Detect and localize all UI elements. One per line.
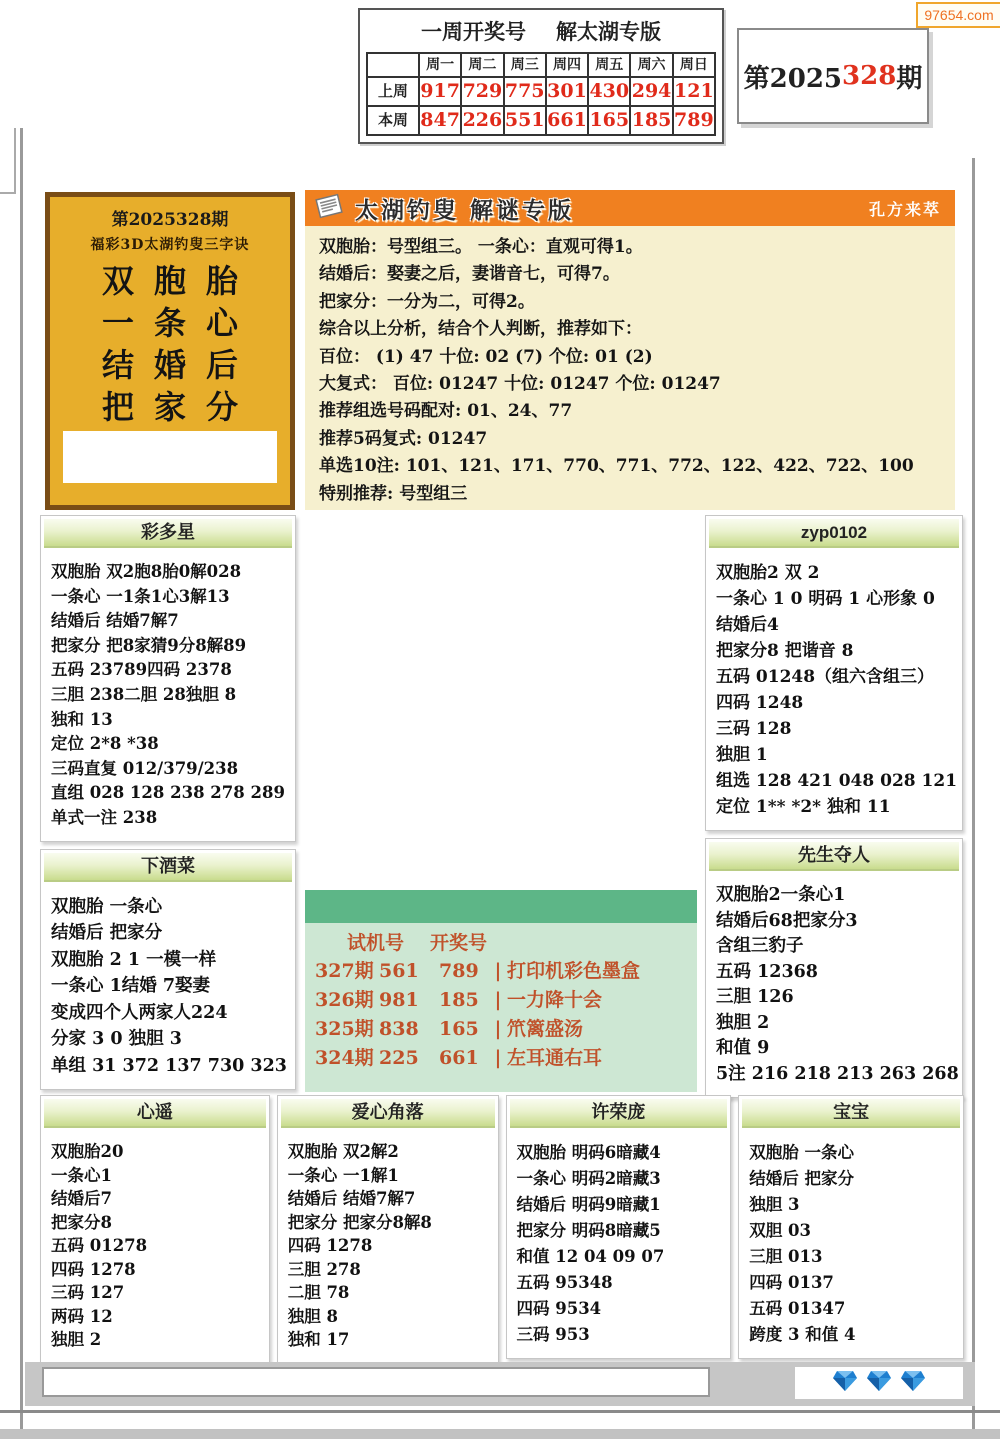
prediction-line: 结婚后 把家分 [749,1169,854,1188]
draw-history-row [305,957,697,986]
draw-number-cell: 121 [672,78,714,105]
prediction-line: 和值 9 [716,1038,770,1058]
prediction-line: 结婚后 把家分 [51,923,163,944]
history-issue: 327期 [315,960,374,982]
draw-history-panel [305,890,697,1086]
prediction-line: 含组三豹子 [716,936,804,956]
prediction-line: 结婚后 结婚7解7 [51,611,179,631]
prediction-line: 四码 1248 [716,693,804,713]
gold-subtitle: 福彩3D太湖钓叟三字诀 [90,237,250,253]
interpretation-header [305,190,955,226]
interpretation-panel [305,190,955,510]
prediction-line: 双胞胎 明码6暗藏4 [516,1143,661,1162]
draw-number-cell: 301 [545,78,587,105]
row-label: 本周 [377,111,408,129]
day-header-cell: 周四 [545,54,587,76]
draw-number-cell: 789 [672,107,714,134]
draw-number-cell: 551 [503,107,545,134]
panel-aixinjiaoluo [277,1095,499,1363]
prediction-line: 一条心1 [51,1165,112,1185]
prediction-line: 四码 0137 [749,1273,834,1292]
prediction-line: 单组 31 372 137 730 323 [51,1055,287,1076]
riddle-line: 结婚后 [101,346,258,384]
prediction-line: 结婚后7 [51,1189,112,1208]
prediction-line: 双胆 03 [749,1221,811,1240]
panel-baobao [738,1095,964,1359]
panel-title: 下酒菜 [44,853,292,882]
gold-blank-area [63,431,277,483]
prediction-line: 三胆 278 [287,1259,361,1279]
draw-history-row [305,1015,697,1044]
panel-caiduoxing [40,515,296,842]
prediction-line: 三码直复 012/379/238 [51,758,239,778]
day-header-cell: 周五 [587,54,629,76]
diamond-icon [900,1369,926,1398]
panel-zyp0102 [705,515,963,831]
draw-history-row [305,986,697,1015]
history-test-number: 225 [379,1047,419,1069]
prediction-line: 一条心 一1解1 [287,1165,399,1185]
panel-body [507,1132,731,1358]
prediction-line: 和值 12 04 09 07 [516,1247,665,1266]
weekly-title-right: 解太湖专版 [556,19,661,44]
riddle-line: 一条心 [101,304,258,342]
draw-number-cell: 430 [587,78,629,105]
prediction-line: 独胆 1 [716,745,768,765]
draw-number-cell: 775 [503,78,545,105]
history-open-number: 661 [439,1047,479,1069]
interpretation-line: 综合以上分析，结合个人判断，推荐如下： [319,319,642,340]
prediction-line: 跨度 3 和值 4 [749,1325,856,1344]
prediction-line: 四码 1278 [51,1259,136,1279]
history-riddle-text: 笊篱盛汤 [507,1018,584,1040]
panel-title: 心遥 [44,1099,266,1128]
prediction-line: 把家分8 [51,1212,112,1232]
prediction-line: 结婚后 结婚7解7 [287,1189,416,1208]
history-riddle-text: 一力降十会 [507,989,603,1011]
bottom-panel-row [40,1095,964,1370]
prediction-line: 独和 13 [51,709,113,729]
draw-number-cell: 165 [587,107,629,134]
interpretation-line: 百位： (1) 47 十位: 02 (7) 个位: 01 (2) [319,346,653,367]
prediction-line: 双胞胎 一条心 [51,896,163,917]
prediction-line: 三码 953 [516,1325,590,1344]
history-separator: | [494,989,502,1011]
day-header-cell: 周二 [460,54,502,76]
day-header-cell: 周一 [418,54,460,76]
draw-number-cell: 294 [629,78,671,105]
prediction-line: 把家分 把8家猜9分8解89 [51,635,247,655]
draw-history-column-headers [305,929,697,957]
interpretation-line: 双胞胎：号型组三。 一条心：直观可得1。 [319,237,643,257]
issue-prefix: 第2025 [743,63,843,94]
issue-suffix: 期 [896,63,923,94]
draw-history-row [305,1044,697,1073]
history-separator: | [494,1018,502,1040]
interpretation-line: 推荐组选号码配对: 01、24、77 [319,401,573,422]
footer-input[interactable] [42,1367,710,1397]
prediction-line: 双胞胎2一条心1 [716,885,846,905]
gold-issue: 第2025328期 [111,210,229,230]
weekly-title-left: 一周开奖号 [421,19,526,44]
prediction-line: 五码 01248（组六含组三） [716,667,935,687]
site-badge: 97654.com [916,2,1000,28]
history-issue: 326期 [315,989,374,1011]
history-test-number: 561 [379,960,419,982]
prediction-line: 结婚后4 [716,615,779,635]
draw-number-cell: 917 [418,78,460,105]
panel-title: 许荣庞 [510,1099,728,1128]
prediction-line: 双胞胎2 双 2 [716,563,820,583]
draw-number-cell: 847 [418,107,460,134]
prediction-line: 五码 01347 [749,1299,846,1318]
day-header-cell: 周三 [503,54,545,76]
issue-number: 328 [842,61,897,91]
panel-title: 宝宝 [742,1099,960,1128]
prediction-line: 结婚后68把家分3 [716,910,858,931]
panel-body [706,552,962,830]
prediction-line: 一条心 1结婚 7娶妻 [51,976,211,997]
frame-right-line [972,158,975,1439]
prediction-line: 把家分8 把谐音 8 [716,641,854,661]
open-number-header: 开奖号 [430,932,488,954]
test-number-header: 试机号 [347,932,405,954]
last-week-row [368,76,714,105]
prediction-line: 分家 3 0 独胆 3 [51,1029,182,1050]
document-icon [313,190,345,227]
prediction-line: 变成四个人两家人224 [51,1002,228,1023]
prediction-line: 两码 12 [51,1306,113,1326]
interpretation-line: 把家分：一分为二，可得2。 [319,291,535,312]
panel-xurongpang [506,1095,732,1359]
panel-body [278,1132,498,1362]
right-column [705,515,963,1105]
prediction-line: 二胆 78 [287,1283,350,1302]
prediction-line: 单式一注 238 [51,807,158,827]
gem-box [795,1367,963,1399]
interpretation-title: 太湖钓叟 解谜专版 [355,196,575,224]
draw-history-body [305,923,697,1092]
prediction-line: 一条心 1 0 明码 1 心形象 0 [716,589,935,609]
interpretation-body [305,226,955,508]
prediction-line: 三码 128 [716,719,792,739]
prediction-line: 独和 17 [287,1330,350,1349]
diamond-icon [832,1369,858,1398]
weekly-grid [366,52,716,136]
gold-riddle-lines [50,260,290,428]
panel-xianshengduoren [705,838,963,1098]
riddle-line: 把家分 [101,388,258,426]
prediction-line: 5注 216 218 213 263 268 [716,1063,959,1084]
panel-body [41,552,295,841]
history-test-number: 838 [379,1018,419,1040]
history-open-number: 185 [439,989,479,1011]
interpretation-line: 结婚后：娶妻之后，妻谐音七，可得7。 [319,264,620,285]
draw-history-header-bar [305,890,697,923]
prediction-line: 直组 028 128 238 278 289 [51,783,285,803]
prediction-line: 五码 12368 [716,961,818,982]
prediction-line: 独胆 2 [716,1012,770,1033]
history-riddle-text: 打印机彩色墨盒 [507,960,641,982]
prediction-line: 四码 1278 [287,1236,373,1255]
panel-title: 先生夺人 [709,842,959,871]
prediction-line: 结婚后 明码9暗藏1 [516,1195,661,1214]
prediction-line: 把家分 把家分8解8 [287,1212,432,1232]
prediction-line: 一条心 明码2暗藏3 [516,1169,661,1188]
row-label: 上周 [377,82,408,100]
this-week-row [368,105,714,134]
diamond-icon [866,1369,892,1398]
history-riddle-text: 左耳通右耳 [507,1047,603,1069]
panel-body [41,1132,269,1362]
prediction-line: 独胆 8 [287,1306,338,1326]
prediction-line: 四码 9534 [516,1299,602,1318]
prediction-line: 三胆 126 [716,987,794,1007]
draw-number-cell: 226 [460,107,502,134]
interpretation-line: 单选10注: 101、121、171、770、771、772、122、422、722、100 [319,456,914,477]
history-separator: | [494,1047,502,1069]
issue-number-box [737,28,929,124]
riddle-line: 双胞胎 [101,262,258,300]
panel-title: 彩多星 [44,519,292,548]
history-issue: 324期 [315,1047,374,1069]
prediction-line: 把家分 明码8暗藏5 [516,1221,661,1240]
weekly-numbers-table [358,8,724,144]
bottom-strip [0,1429,1000,1439]
draw-number-cell: 661 [545,107,587,134]
prediction-line: 一条心 一1条1心3解13 [51,586,230,606]
frame-left-line [20,128,23,1439]
interpretation-corner-text: 孔方来萃 [868,199,941,219]
history-issue: 325期 [315,1018,374,1040]
prediction-line: 独胆 2 [51,1330,102,1349]
panel-title: zyp0102 [709,519,959,548]
bottom-divider-line [0,1410,1000,1413]
prediction-line: 五码 01278 [51,1236,148,1255]
prediction-line: 三胆 013 [749,1247,823,1266]
prediction-line: 独胆 3 [749,1195,800,1214]
history-separator: | [494,960,502,982]
day-header-cell: 周六 [629,54,671,76]
prediction-line: 双胞胎20 [51,1142,124,1161]
prediction-line: 双胞胎 双2解2 [287,1142,399,1161]
corner-cell [368,54,418,76]
prediction-line: 五码 23789四码 2378 [51,660,232,680]
history-open-number: 165 [439,1018,479,1040]
prediction-line: 双胞胎 2 1 一模一样 [51,949,217,970]
prediction-line: 定位 2*8 *38 [51,734,159,754]
footer-bar [25,1362,975,1406]
prediction-line: 双胞胎 一条心 [749,1143,854,1162]
history-open-number: 789 [439,960,479,982]
panel-body [41,886,295,1090]
history-test-number: 981 [379,989,419,1011]
panel-title: 爱心角落 [281,1099,495,1128]
weekly-header-row [368,54,714,76]
panel-xinyao [40,1095,270,1363]
draw-number-cell: 729 [460,78,502,105]
prediction-line: 双胞胎 双2胞8胎0解028 [51,562,242,581]
prediction-line: 三胆 238二胆 28独胆 8 [51,684,237,704]
panel-body [739,1132,963,1358]
prediction-line: 组选 128 421 048 028 121 [716,771,958,791]
prediction-line: 五码 95348 [516,1273,613,1292]
interpretation-line: 大复式： 百位: 01247 十位: 01247 个位: 01247 [319,374,721,395]
riddle-gold-box [45,192,295,510]
weekly-table-title [360,10,722,50]
interpretation-line: 推荐5码复式: 01247 [319,428,488,449]
panel-body [706,875,962,1097]
prediction-line: 定位 1** *2* 独和 11 [716,797,891,817]
panel-xiajiucai [40,849,296,1091]
draw-history-rows [305,957,697,1073]
interpretation-line: 特别推荐: 号型组三 [319,483,468,504]
day-header-cell: 周日 [672,54,714,76]
frame-notch [0,128,16,194]
draw-number-cell: 185 [629,107,671,134]
prediction-line: 三码 127 [51,1283,125,1302]
left-column [40,515,296,1097]
